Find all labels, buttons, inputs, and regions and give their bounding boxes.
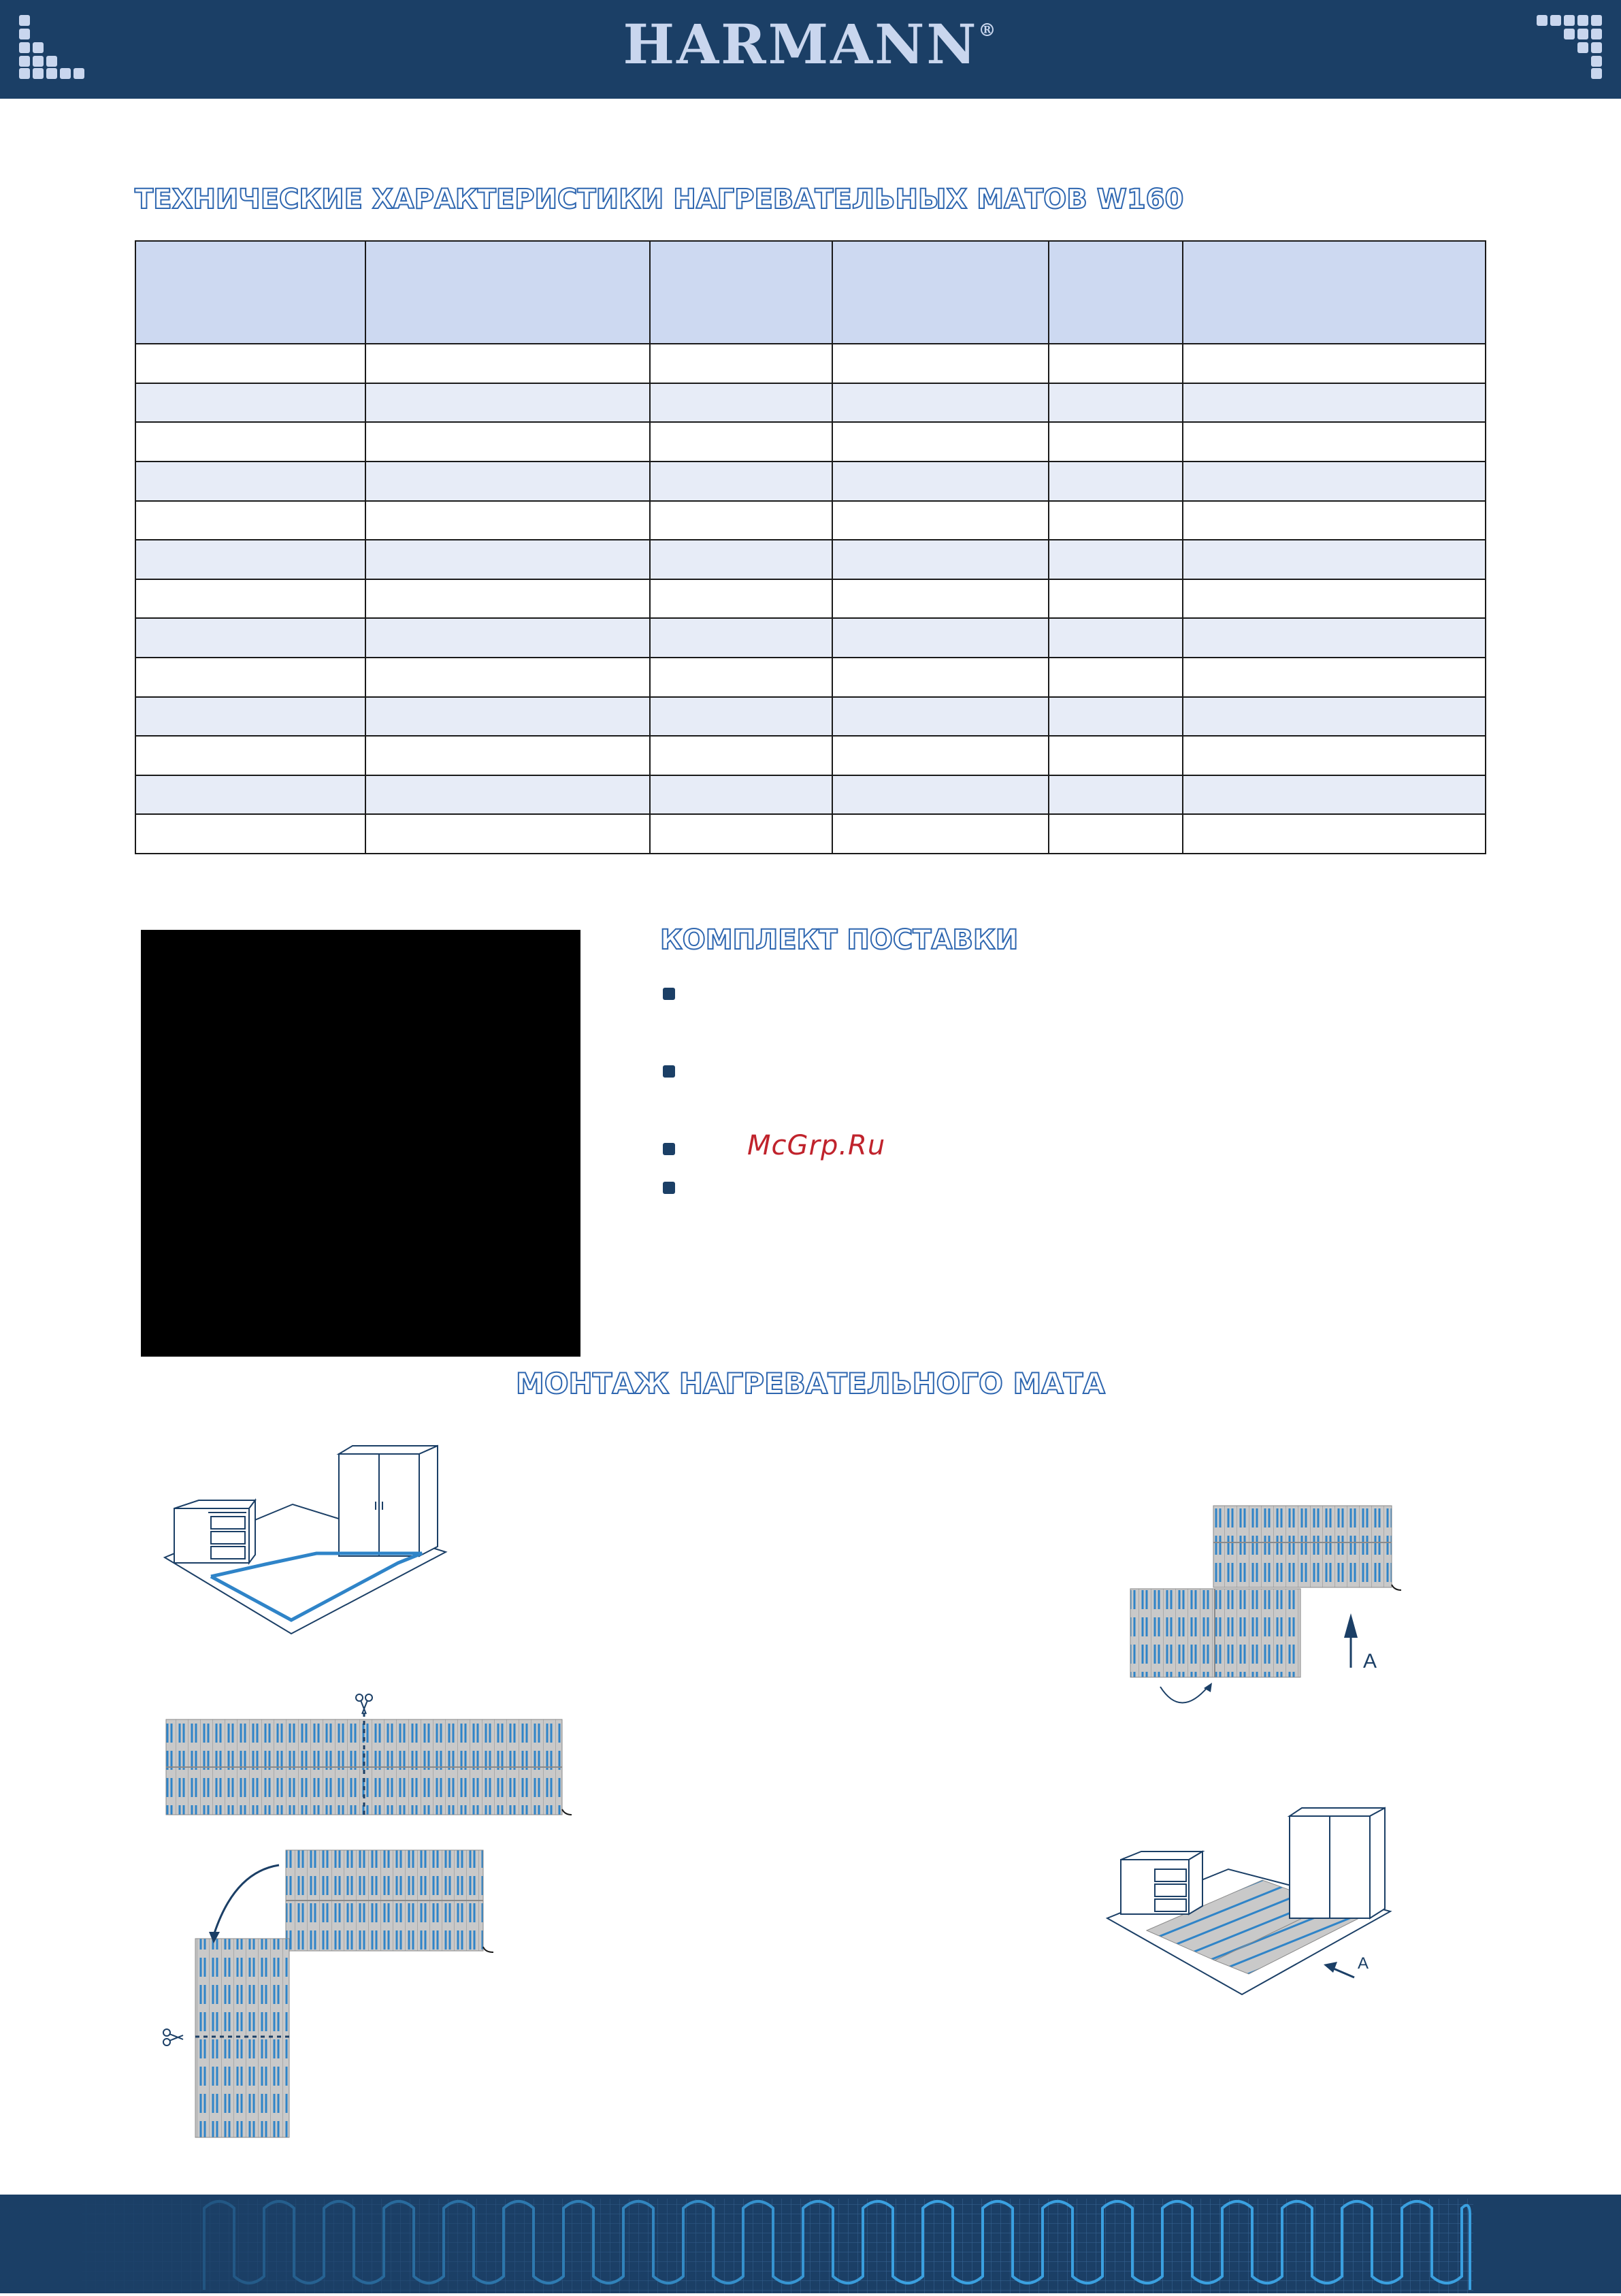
table-row [135, 540, 1486, 579]
table-row [135, 697, 1486, 737]
brand-wordmark: HARMANN® [623, 12, 998, 76]
section-title-specs: ТЕХНИЧЕСКИЕ ХАРАКТЕРИСТИКИ НАГРЕВАТЕЛЬНЫХ МАТОВ W160 [135, 184, 1184, 215]
table-row [135, 775, 1486, 815]
label-a: A [1363, 1650, 1377, 1672]
list-bullet [663, 988, 675, 1000]
table-row [135, 383, 1486, 423]
table-row [135, 462, 1486, 501]
mat-turn-illustration [160, 1845, 500, 2144]
specs-table [135, 240, 1486, 854]
room-mats-illustration [1106, 1804, 1398, 1998]
scissors-icon [163, 2029, 183, 2046]
label-a: A [1358, 1954, 1369, 1973]
list-bullet [663, 1182, 675, 1194]
table-row [135, 618, 1486, 658]
table-header-row [135, 241, 1486, 344]
table-row [135, 501, 1486, 540]
table-row [135, 422, 1486, 462]
table-row [135, 658, 1486, 697]
table-row [135, 814, 1486, 854]
section-title-kit: КОМПЛЕКТ ПОСТАВКИ [660, 924, 1019, 956]
room-plan-illustration [163, 1442, 449, 1636]
table-row [135, 344, 1486, 383]
list-bullet [663, 1065, 675, 1078]
arrow-up-icon [1344, 1613, 1358, 1668]
list-bullet [663, 1143, 675, 1155]
product-photo [141, 930, 580, 1357]
table-row [135, 736, 1486, 775]
footer-cable-pattern [0, 2195, 1621, 2293]
brand-logo-right-icon [1537, 15, 1605, 80]
page-header [0, 0, 1621, 99]
page-footer [0, 2195, 1621, 2293]
table-row [135, 579, 1486, 619]
watermark-link[interactable]: McGrp.Ru [747, 1130, 886, 1161]
arrow-left-icon [1324, 1962, 1354, 1977]
mat-cut-illustration [163, 1692, 572, 1822]
mat-layout-illustration [1126, 1504, 1426, 1722]
section-title-install: МОНТАЖ НАГРЕВАТЕЛЬНОГО МАТА [516, 1367, 1105, 1400]
scissors-icon [356, 1694, 372, 1714]
